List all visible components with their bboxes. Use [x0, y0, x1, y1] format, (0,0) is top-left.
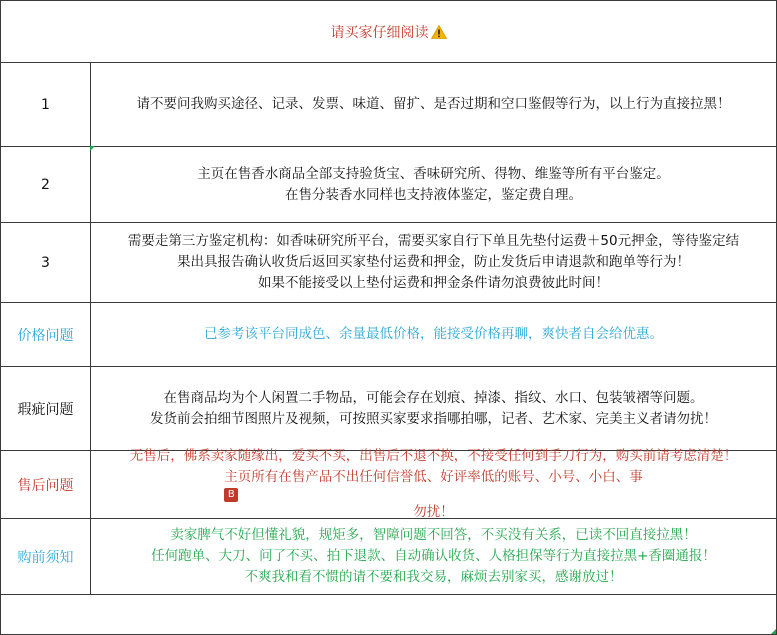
page-title: 请买家仔细阅读 — [330, 24, 429, 41]
row-label: 售后问题 — [1, 451, 91, 518]
content-line: 主页在售香水商品全部支持验货宝、香味研究所、得物、维鉴等所有平台鉴定。 — [197, 165, 670, 182]
rule-row-2 — [1, 147, 776, 223]
content-line: 无售后，佛系卖家随缘出，爱买不买，出售后不退不换，不接受任何到手刀行为，购买前请考虑清楚！ — [129, 448, 738, 464]
row-content — [91, 303, 776, 366]
row-content — [91, 147, 776, 222]
content-line: 在售分装香水同样也支持液体鉴定，鉴定费自理。 — [285, 186, 582, 203]
defect-row — [1, 367, 776, 451]
after-sales-row — [1, 448, 776, 520]
row-content — [91, 63, 776, 146]
cell-corner-marker — [90, 146, 95, 151]
row-content — [91, 519, 776, 594]
content-line: 主页所有在售产品不出任何信誉低、好评率低的账号、小号、小白、事 — [224, 469, 643, 485]
content-line: 卖家脾气不好但懂礼貌，规矩多，智障问题不回答，不买没有关系，已读不回直接拉黑！ — [170, 527, 697, 543]
warning-icon — [431, 25, 447, 39]
content-line: 如果不能接受以上垫付运费和押金条件请勿浪费彼此时间！ — [258, 275, 609, 291]
content-line: 任何跑单、大刀、问了不买、拍下退款、自动确认收货、人格担保等行为直接拉黑+香圈通报！ — [151, 548, 716, 564]
row-label: 价格问题 — [1, 303, 91, 366]
price-row — [1, 303, 776, 367]
content-line: 果出具报告确认收货后返回买家垫付运费和押金，防止发货后申请退款和跑单等行为！ — [177, 254, 690, 270]
content-line: 发货前会拍细节图照片及视频，可按照买家要求指哪拍哪，记者、艺术家、完美主义者请勿扰！ — [150, 410, 717, 427]
content-line: 需要走第三方鉴定机构：如香味研究所平台，需要买家自行下单且先垫付运费＋50元押金，等待鉴定结 — [127, 233, 740, 249]
row-label: 2 — [1, 147, 91, 222]
title-row — [1, 1, 776, 63]
row-label: 购前须知 — [1, 519, 91, 594]
rule-row-1 — [1, 63, 776, 147]
row-label: 3 — [1, 223, 91, 302]
content-line: 已参考该平台同成色、余量最低价格，能接受价格再聊，爽快者自会给优惠。 — [204, 326, 663, 342]
b-badge-icon: B — [224, 488, 238, 502]
content-line: 在售商品均为个人闲置二手物品，可能会存在划痕、掉漆、指纹、水口、包装皱褶等问题。 — [163, 389, 704, 406]
empty-row — [1, 595, 776, 634]
row-label: 瑕疵问题 — [1, 367, 91, 450]
row-content — [91, 223, 776, 302]
row-label: 1 — [1, 63, 91, 146]
row-content — [91, 448, 776, 520]
row-content — [91, 367, 776, 450]
content-line: 不爽我和看不惯的请不要和我交易，麻烦去别家买，感谢放过！ — [244, 569, 623, 585]
sheet-corner-marker — [771, 629, 776, 634]
content-line-tail: 勿扰！ — [413, 504, 454, 520]
content-line-with-badge — [224, 467, 643, 523]
rule-row-3 — [1, 223, 776, 303]
content-line: 请不要问我购买途径、记录、发票、味道、留扩、是否过期和空口鉴假等行为，以上行为直接拉黑！ — [136, 96, 731, 112]
pre-purchase-row — [1, 519, 776, 595]
